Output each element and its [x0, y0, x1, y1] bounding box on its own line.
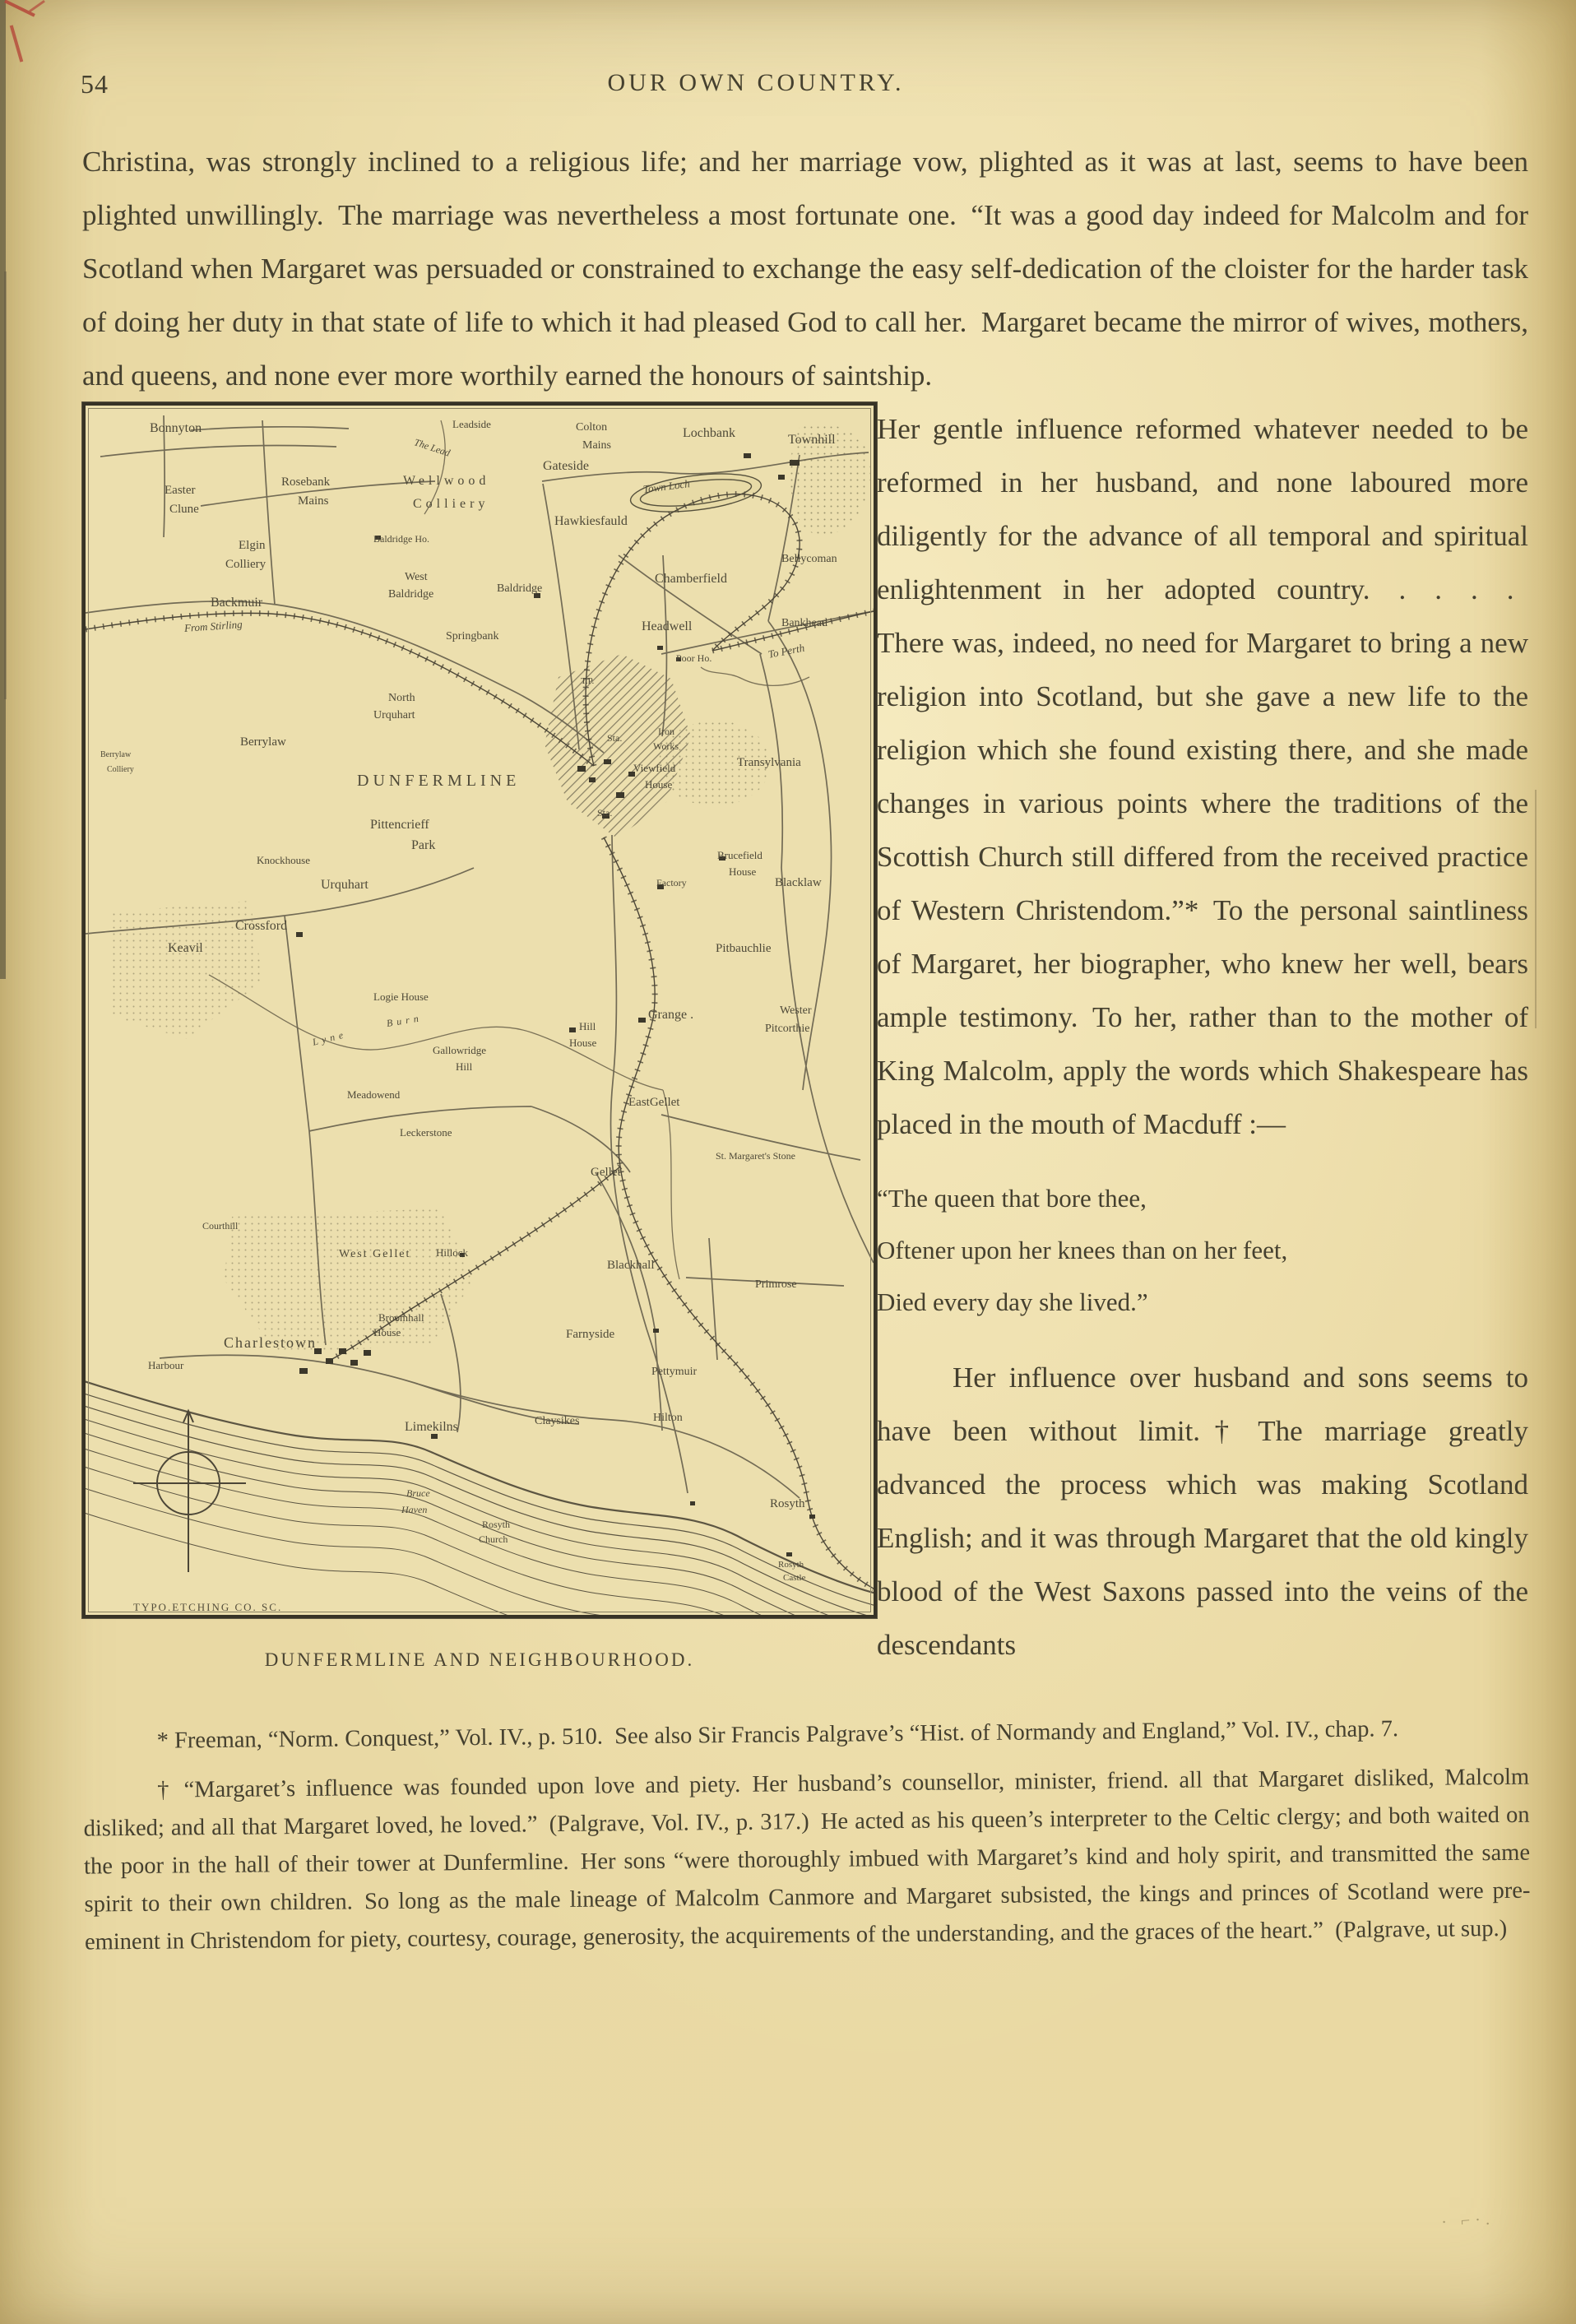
map-label: Poor Ho.: [676, 652, 712, 664]
map-label: Bellycoman: [781, 553, 837, 565]
body-text: [82, 135, 1531, 1961]
map-label: Colliery: [107, 765, 134, 774]
footnotes: [82, 1673, 1531, 1962]
map-label: Berrylaw: [240, 735, 286, 749]
map-label: Brucefield: [717, 849, 763, 861]
map-label: House: [729, 865, 757, 878]
map-label: Chamberfield: [655, 572, 727, 586]
map-label: House: [645, 778, 673, 791]
map-label: Urquhart: [373, 709, 415, 721]
paragraph-margaret: Her gentle influence reformed whatever needed to be reformed in her husband, and none laboured more diligently for the advance of all temporal and spiritual enlightenment in her adopted country. . . . . There was, indeed, no need for Margaret to bring a new religion into Scotland, but she gave a new life to the religion which she found existing there, and she made changes in various points where the traditions of the Scottish Church still differed from the received practice of Western Christendom.”* To the personal saintliness of Margaret, her biographer, who knew her well, bears ample testimony. To her, rather than to the mother of King Malcolm, apply the words which Shakespeare has placed in the mouth of Macduff :—: [877, 413, 1528, 1140]
map-label: From Stirling: [183, 618, 243, 634]
map-label: Pettymuir: [651, 1366, 698, 1378]
poem-line: Oftener upon her knees than on her feet,: [877, 1236, 1288, 1264]
map-label: West: [405, 571, 428, 583]
map-label: Colliery: [413, 497, 489, 511]
footnote-1: * Freeman, “Norm. Conquest,” Vol. IV., p. 510. See also Sir Francis Palgrave’s “Hist. of Normandy and England,” Vol. IV., chap. 7.: [156, 1716, 1399, 1754]
map-label: Backmuir: [211, 596, 263, 610]
scan-artifact: [10, 25, 24, 62]
map-label: Hill: [456, 1060, 473, 1073]
map-label: EastGellet: [628, 1096, 680, 1109]
scan-artifact: [29, 0, 45, 12]
map-label: Claysikes: [535, 1415, 580, 1427]
map-label: Pitcorthie: [765, 1023, 810, 1035]
map-label: Rosyth: [482, 1519, 511, 1530]
map-label: The Lead: [412, 436, 452, 459]
running-head: [82, 64, 1528, 102]
map-label: Colton: [576, 421, 608, 434]
map-label: Headwell: [642, 619, 693, 633]
map-label: Springbank: [446, 630, 499, 642]
map-label: Rosebank: [281, 475, 331, 489]
map-label: Gallowridge: [433, 1044, 486, 1056]
map-label: Park: [411, 838, 436, 852]
map-label: Iron: [658, 726, 674, 737]
map-label: Logie House: [373, 990, 429, 1003]
map-label: Wellwood: [403, 474, 490, 488]
map-label: Church: [479, 1533, 508, 1545]
map-label: Berrylaw: [100, 750, 132, 759]
map-label: Blackhall: [607, 1259, 655, 1272]
map-label: Hilton: [653, 1412, 683, 1424]
map-label: Farnyside: [566, 1328, 615, 1341]
map-label: North: [388, 692, 415, 704]
scan-artifact: · ⌐·.: [1440, 2210, 1495, 2232]
poem-line: “The queen that bore thee,: [877, 1184, 1147, 1213]
map-illustration: [82, 402, 877, 1618]
map-label: Grange .: [648, 1008, 694, 1022]
map-label: St. Margaret's Stone: [716, 1150, 795, 1162]
map-label: Factory: [656, 877, 687, 888]
map-label: Colliery: [225, 558, 267, 571]
map-label: Urquhart: [321, 878, 369, 892]
poem-line: Died every day she lived.”: [877, 1287, 1148, 1316]
map-label: House: [373, 1326, 401, 1338]
map-figure: [82, 402, 877, 1686]
map-label: Burn: [385, 1012, 424, 1029]
map-label: Lochbank: [683, 426, 735, 440]
map-label: Bankhead: [781, 617, 827, 629]
map-label: Sta.: [607, 732, 623, 744]
map-label: Blacklaw: [775, 876, 822, 889]
map-label: Easter: [165, 484, 196, 497]
map-label: Elgin: [239, 539, 266, 552]
map-label: Transylvania: [737, 756, 801, 769]
page-number: 54: [81, 69, 109, 99]
map-label: Baldridge: [388, 588, 434, 601]
map-label: Bruce: [406, 1487, 430, 1499]
map-label: Hill: [579, 1020, 596, 1032]
map-caption: DUNFERMLINE AND NEIGHBOURHOOD.: [264, 1649, 695, 1670]
map-label: Meadowend: [347, 1088, 401, 1101]
map-label: Mains: [298, 494, 329, 508]
page-content: [81, 64, 1531, 1973]
paragraph-intro: Christina, was strongly inclined to a religious life; and her marriage vow, plighted as it was at last, seems to have been plighted unwillingly. The marriage was nevertheless a most fortunate one. “It was a good day indeed for Malcolm and for Scotland when Margaret was persuaded or constrained to exchange the easy self-dedication of the cloister for the harder task of doing her duty in that state of life to which it had pleased God to call her. Margaret became the mirror of wives, mothers, and queens, and none ever more worthily earned the honours of saintship.: [82, 146, 1528, 392]
map-label: Crossford: [235, 919, 288, 933]
map-label: Courthill: [202, 1220, 239, 1232]
map-label: Mains: [582, 439, 611, 452]
map-label: Baldridge Ho.: [373, 533, 429, 545]
map-label: Rosyth: [770, 1497, 805, 1510]
paragraph-influence: Her influence over husband and sons seems to have been without limit.† The marriage greatly advanced the process which was making Scotland English; and it was through Margaret that the old kingly blood of the West Saxons passed into the veins of the descendants: [877, 1361, 1528, 1661]
scan-artifact: [4, 271, 7, 699]
map-label: Harbour: [148, 1359, 184, 1371]
map-label: House: [569, 1037, 597, 1049]
map-label: Hillock: [436, 1246, 468, 1259]
map-label: Leadside: [452, 418, 491, 430]
map-label: Sta.: [597, 807, 613, 819]
map-label: Gateside: [543, 459, 589, 473]
map-label: Clune: [169, 503, 199, 516]
map-label: Knockhouse: [257, 854, 310, 866]
footnote-2: † “Margaret’s influence was founded upon love and piety. Her husband’s counsellor, minister, friend. all that Margaret disliked, Malcolm disliked; and all that Margaret loved, he loved.” (Palgrave, Vol. IV., p. 317.) He acted as his queen’s interpreter to the Celtic clergy; and both waited on the poor in the hall of their tower at Dunfermline. Her sons “were thoroughly imbued with Margaret’s kind and holy spirit, and transmitted the same spirit to their own children. So long as the male lineage of Malcolm Canmore and Margaret subsisted, the kings and princes of Scotland were pre-eminent in Christendom for piety, courtesy, courage, generosity, the acquirements of the understanding, and the graces of the heart.” (Palgrave, ut sup.): [83, 1764, 1531, 1955]
map-label: Hawkiesfauld: [554, 514, 628, 528]
map-labels: [86, 406, 874, 1615]
map-label: Primrose: [755, 1278, 797, 1291]
map-label: Keavil: [168, 941, 203, 955]
map-label: Haven: [401, 1504, 428, 1515]
scan-artifact: [1535, 790, 1537, 1028]
map-credit: TYPO.ETCHING CO. SC.: [133, 1601, 283, 1613]
map-label: Baldridge: [497, 582, 543, 595]
map-label: Pittencrieff: [370, 818, 429, 832]
map-label: Viewfield: [633, 762, 676, 774]
map-label: T.P.: [581, 676, 595, 686]
map-label: Broomhall: [378, 1311, 424, 1324]
map-label: Charlestown: [224, 1334, 317, 1351]
map-label: Lyne: [311, 1027, 349, 1048]
map-label: Pitbauchlie: [716, 942, 772, 955]
map-label: Castle: [783, 1573, 806, 1583]
map-label: Limekilns: [405, 1420, 458, 1434]
map-label: Townhill: [788, 433, 836, 447]
map-label: Gellet: [591, 1166, 621, 1179]
running-title: OUR OWN COUNTRY.: [607, 69, 905, 96]
map-label: Rosyth: [778, 1560, 804, 1570]
map-label: DUNFERMLINE: [357, 772, 521, 790]
map-label: Leckerstone: [400, 1126, 452, 1139]
map-label: Works: [653, 740, 679, 752]
map-label: Town Loch: [642, 477, 691, 495]
map-label: Wester: [780, 1004, 812, 1017]
map-label: West Gellet: [339, 1248, 411, 1260]
map-label: To Perth: [767, 641, 806, 661]
map-label: Bonnyton: [150, 421, 202, 435]
